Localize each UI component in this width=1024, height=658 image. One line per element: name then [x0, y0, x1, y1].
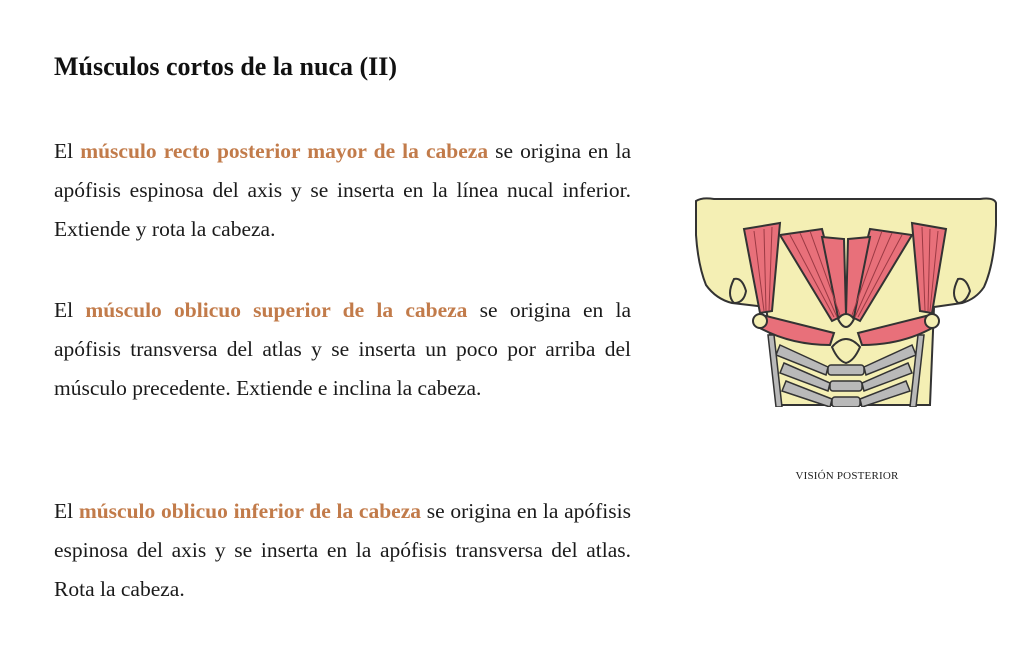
muscle-term-recto-posterior-mayor[interactable]: músculo recto posterior mayor de la cabeza — [80, 139, 489, 163]
muscle-term-oblicuo-inferior[interactable]: músculo oblicuo inferior de la cabeza — [78, 499, 422, 523]
muscle-term-oblicuo-superior[interactable]: músculo oblicuo superior de la cabeza — [85, 298, 468, 322]
paragraph-prefix: El — [54, 139, 81, 163]
vertebra-c3 — [828, 365, 864, 375]
anatomy-illustration — [694, 195, 998, 427]
paragraph-recto-posterior-mayor — [54, 132, 631, 249]
atlas-right-process — [925, 314, 939, 328]
paragraph-prefix: El — [54, 298, 86, 322]
paragraph-prefix: El — [54, 499, 79, 523]
paragraph-text: se origina en la apófisis espinosa del axis y se inserta en la línea nucal inferior. Extiende y rota la cabeza. — [54, 139, 631, 241]
paragraph-oblicuo-inferior — [54, 492, 631, 609]
vertebra-c5 — [832, 397, 860, 407]
vertebra-c4 — [830, 381, 862, 391]
atlas-left-process — [753, 314, 767, 328]
paragraph-text: se origina en la apófisis espinosa del axis y se inserta en la apófisis transversa del atlas. Rota la cabeza. — [54, 499, 631, 601]
paragraph-text: se origina en la apófisis transversa del atlas y se inserta un poco por arriba del músculo precedente. Extiende e inclina la cabeza. — [54, 298, 631, 400]
page-title: Músculos cortos de la nuca (II) — [54, 52, 398, 81]
paragraph-oblicuo-superior — [54, 291, 631, 408]
figure-caption: VISIÓN POSTERIOR — [795, 470, 899, 482]
